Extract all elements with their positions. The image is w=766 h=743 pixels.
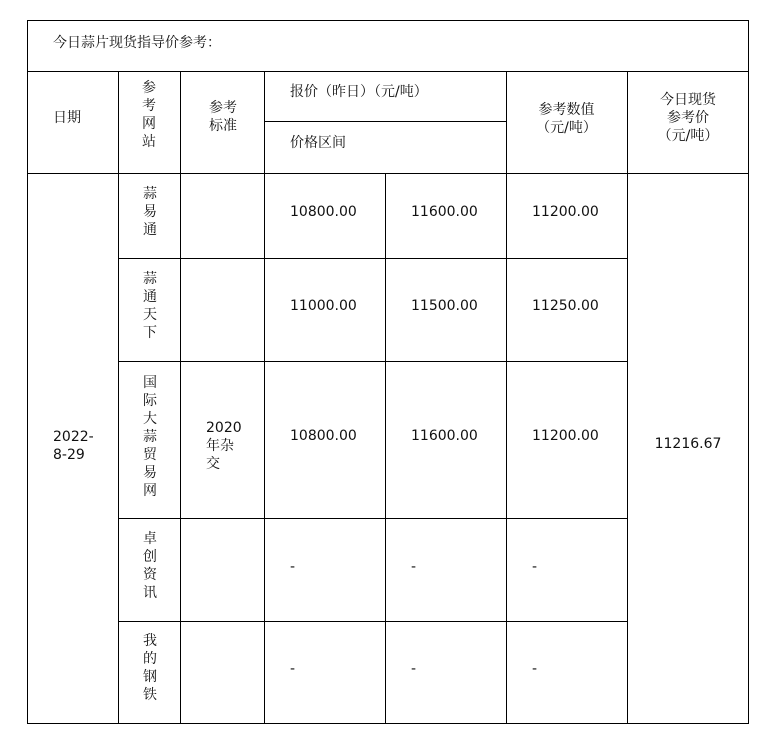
standard-line2: 年杂: [206, 438, 234, 454]
price-low: 10800.00: [290, 204, 357, 220]
ref-value: -: [532, 559, 538, 575]
header-date: 日期: [53, 110, 81, 126]
price-low: 11000.00: [290, 298, 357, 314]
date-line2: 8-29: [53, 447, 85, 463]
standard-line3: 交: [206, 456, 220, 472]
col-divider: [627, 71, 628, 723]
col-divider: [118, 71, 119, 723]
header-standard: 参考标准: [209, 100, 237, 134]
ref-value: 11250.00: [532, 298, 599, 314]
ref-value: 11200.00: [532, 204, 599, 220]
col-divider: [264, 71, 265, 723]
header-today-line1: 今日现货: [660, 92, 716, 108]
site-cell: 蒜通天下: [143, 271, 157, 341]
price-high: -: [411, 559, 417, 575]
row-divider: [119, 361, 628, 362]
standard-line1: 2020: [206, 420, 242, 436]
header-today-line2: 参考价: [667, 110, 709, 126]
site-cell: 我的钢铁: [143, 633, 157, 703]
ref-value: 11200.00: [532, 428, 599, 444]
price-low: -: [290, 661, 296, 677]
price-low: -: [290, 559, 296, 575]
table-title: 今日蒜片现货指导价参考：: [53, 35, 221, 51]
row-divider: [265, 121, 506, 122]
col-divider: [506, 71, 507, 723]
price-high: 11600.00: [411, 204, 478, 220]
ref-value: -: [532, 661, 538, 677]
header-today-line3: （元/吨）: [657, 128, 719, 144]
today-price: 11216.67: [654, 436, 722, 452]
price-high: -: [411, 661, 417, 677]
price-low: 10800.00: [290, 428, 357, 444]
header-quote-close: ）: [413, 84, 428, 100]
site-cell: 卓创资讯: [143, 531, 157, 601]
row-divider: [119, 621, 628, 622]
date-line1: 2022-: [53, 429, 94, 445]
col-divider: [385, 173, 386, 723]
row-divider: [28, 71, 748, 72]
price-table: [27, 20, 749, 724]
row-divider: [119, 258, 628, 259]
header-price-range: 价格区间: [290, 135, 346, 151]
row-divider: [119, 518, 628, 519]
site-cell: 国际大蒜贸易网: [143, 375, 157, 499]
price-high: 11500.00: [411, 298, 478, 314]
header-quote-text: 报价（昨日）（元/吨: [290, 84, 414, 100]
col-divider: [180, 71, 181, 723]
header-quote: [290, 83, 428, 101]
header-ref-value-line2: （元/吨）: [536, 120, 597, 136]
header-ref-value-line1: 参考数值: [538, 102, 595, 118]
row-divider: [28, 173, 748, 174]
header-site: 参考网站: [142, 80, 156, 150]
price-high: 11600.00: [411, 428, 478, 444]
site-cell: 蒜易通: [143, 186, 157, 238]
